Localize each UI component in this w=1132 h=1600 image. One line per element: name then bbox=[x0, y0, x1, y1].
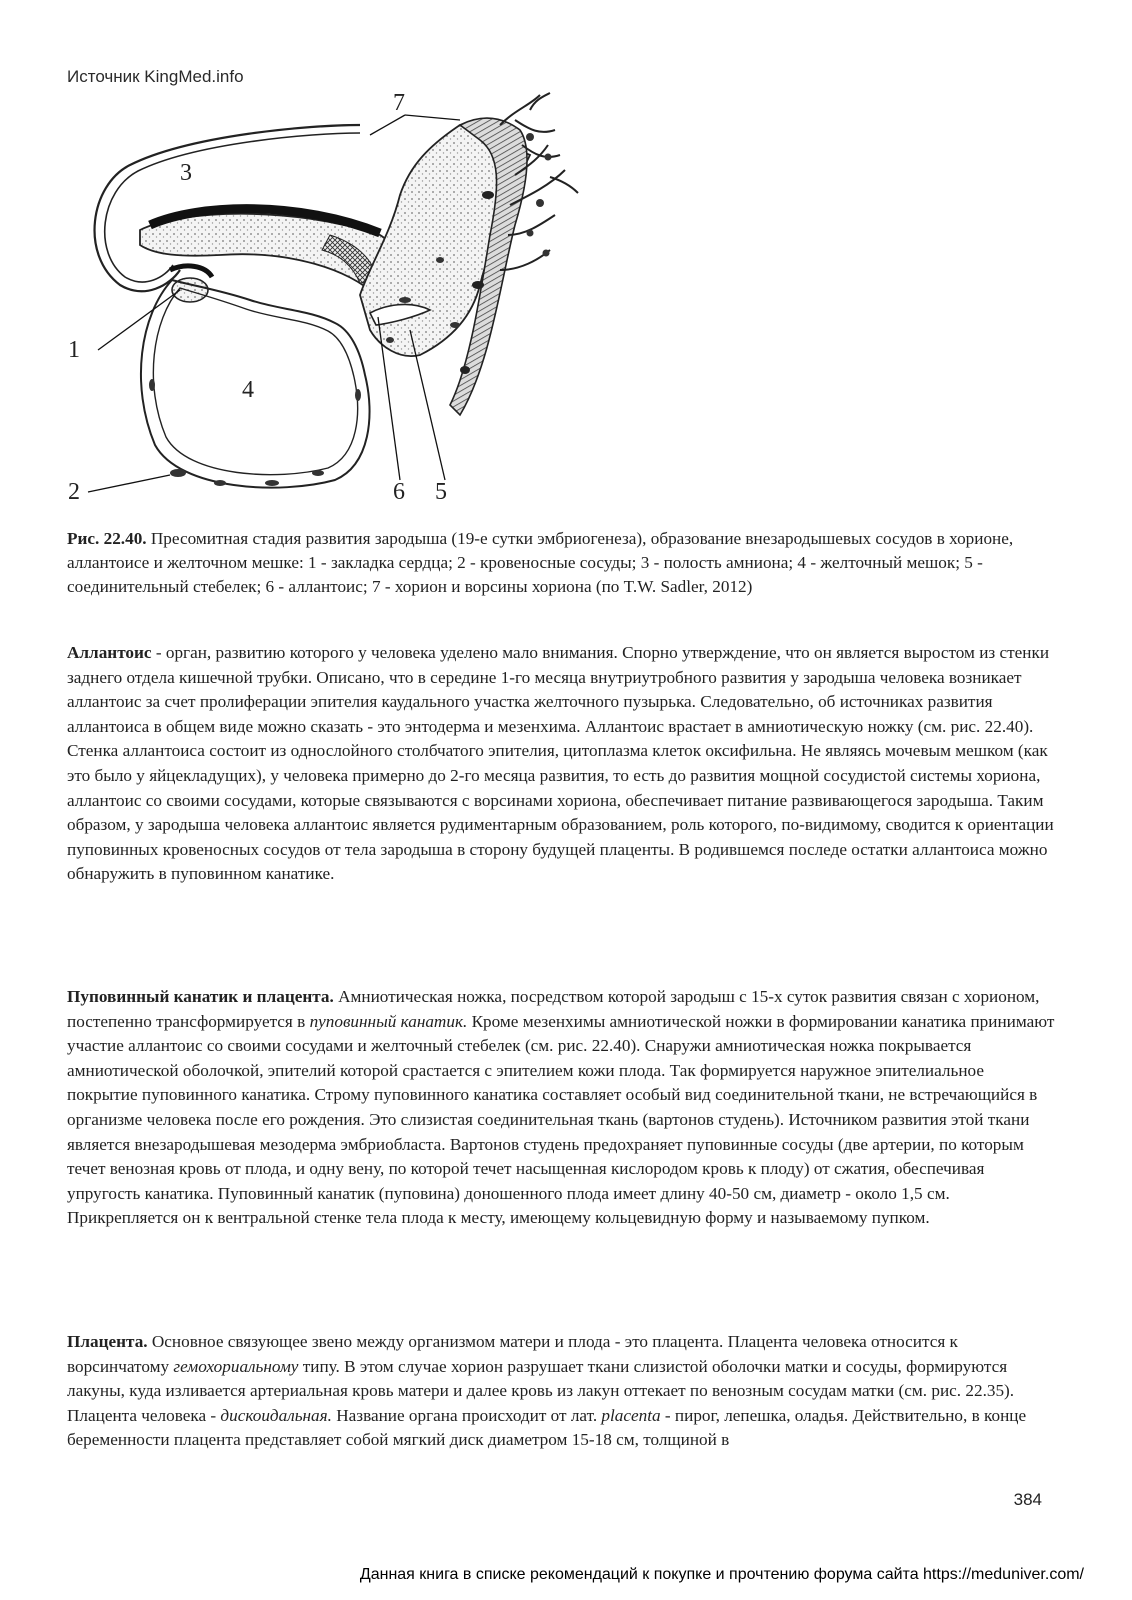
cord-text-a: Амниотическая ножка, посредством которой зародыш с 15-х суток развития связан с хорионом, постепенно трансформируется в bbox=[67, 987, 1040, 1031]
caption-label: Рис. 22.40. bbox=[67, 529, 147, 548]
allantois-text: - орган, развитию которого у человека уделено мало внимания. Спорно утверждение, что он является выростом из стенки заднего отдела кишечной трубки. Описано, что в середине 1-го месяца внутриутробного развития у зародыша человека возникает аллантоис за счет пролиферации эпителия каудального участка желточного пузырька. Следовательно, об источниках развития аллантоиса в общем виде можно сказать - это энтодерма и мезенхима. Аллантоис врастает в амниотическую ножку (см. рис. 22.40). Стенка аллантоиса состоит из однослойного столбчатого эпителия, цитоплазма клеток оксифильна. Не являясь мочевым мешком (как это было у яйцекладущих), у человека примерно до 2-го месяца развития, то есть до развития мощной сосудистой системы хориона, аллантоис со своими сосудами, которые связываются с ворсинами хориона, обеспечивает питание развивающегося зародыша. Таким образом, у зародыша человека аллантоис является рудиментарным образованием, роль которого, по-видимому, сводится к ориентации пуповинных кровеносных сосудов от тела зародыша в сторону будущей плаценты. В родившемся последе остатки аллантоиса можно обнаружить в пуповинном канатике. bbox=[67, 643, 1054, 884]
label-2: 2 bbox=[68, 479, 80, 505]
placenta-title: Плацента. bbox=[67, 1332, 148, 1351]
paragraph-allantois bbox=[67, 641, 1057, 887]
cord-title: Пуповинный канатик и плацента. bbox=[67, 987, 334, 1006]
label-4: 4 bbox=[242, 377, 254, 403]
footer-note: Данная книга в списке рекомендаций к покупке и прочтению форума сайта https://meduniver.com/ bbox=[359, 1566, 1084, 1583]
placenta-italic-a: гемохориальному bbox=[173, 1356, 299, 1376]
paragraph-umbilical-cord bbox=[67, 985, 1057, 1231]
label-1: 1 bbox=[68, 337, 80, 363]
caption-text: Пресомитная стадия развития зародыша (19-е сутки эмбриогенеза), образование внезародышевых сосудов в хорионе, аллантоисе и желточном мешке: 1 - закладка сердца; 2 - кровеносные сосуды; 3 - полость амниона; 4 - желточный мешок; 5 - соединительный стебелек; 6 - аллантоис; 7 - хорион и ворсины хориона (по T.W. Sadler, 2012) bbox=[67, 529, 1014, 596]
source-header: Источник KingMed.info bbox=[67, 67, 244, 86]
embryo-diagram bbox=[60, 85, 600, 520]
figure-caption bbox=[67, 527, 1057, 599]
placenta-text-c: Название органа происходит от лат. bbox=[331, 1405, 602, 1425]
label-5: 5 bbox=[435, 479, 447, 505]
label-6: 6 bbox=[393, 479, 405, 505]
placenta-text-a: Основное связующее звено между организмом матери и плода - это плацента. Плацента человека относится к ворсинчатому bbox=[67, 1332, 958, 1376]
allantois-title: Аллантоис bbox=[67, 643, 152, 662]
placenta-text-b: типу. В этом случае хорион разрушает ткани слизистой оболочки матки и сосуды, формируются лакуны, куда изливается артериальная кровь матери и далее кровь из лакун оттекает по венозным сосудам матки (см. рис. 22.35). Плацента человека - bbox=[67, 1356, 1015, 1425]
placenta-text-d: - пирог, лепешка, оладья. Действительно, в конце беременности плацента представляет собой мягкий диск диаметром 15-18 см, толщиной в bbox=[67, 1405, 1027, 1450]
label-7: 7 bbox=[393, 90, 405, 116]
page-number: 384 bbox=[1013, 1490, 1042, 1509]
cord-text-b: Кроме мезенхимы амниотической ножки в формировании канатика принимают участие аллантоис со своими сосудами и желточный стебелек (см. рис. 22.40). Снаружи амниотическая ножка покрывается амниотической оболочкой, эпителий которой срастается с эпителием кожи плода. Так формируется наружное эпителиальное покрытие пуповинного канатика. Строму пуповинного канатика составляет особый вид соединительной ткани, не встречающийся в организме человека после его рождения. Это слизистая соединительная ткань (вартонов студень). Источником развития этой ткани является внезародышевая мезодерма эмбриобласта. Вартонов студень предохраняет пуповинные сосуды (две артерии, по которым течет венозная кровь от плода, и одну вену, по которой течет насыщенная кислородом кровь к плоду) от сжатия, обеспечивая упругость канатика. Пуповинный канатик (пуповина) доношенного плода имеет длину 40-50 см, диаметр - около 1,5 см. Прикрепляется он к вентральной стенке тела плода к месту, имеющему кольцевидную форму и называемому пупком. bbox=[67, 1011, 1055, 1228]
placenta-italic-c: placenta bbox=[601, 1405, 661, 1425]
label-3: 3 bbox=[180, 160, 192, 186]
embryo-figure bbox=[60, 85, 600, 520]
placenta-italic-b: дискоидальная. bbox=[220, 1405, 332, 1425]
paragraph-placenta bbox=[67, 1330, 1057, 1453]
cord-italic-term: пуповинный канатик. bbox=[309, 1011, 468, 1031]
